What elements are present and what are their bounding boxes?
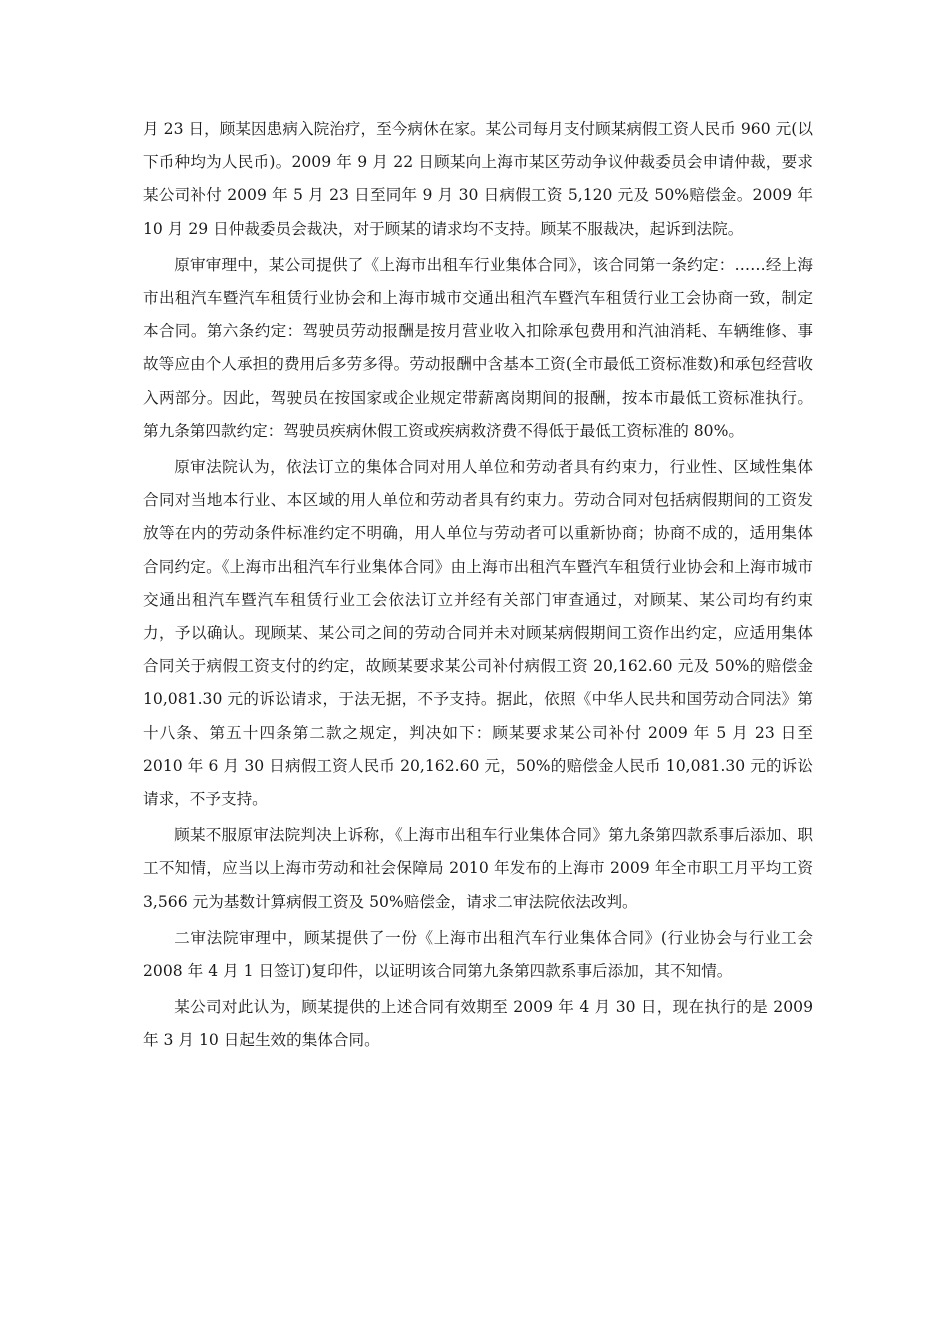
paragraph-2: 原审审理中，某公司提供了《上海市出租车行业集体合同》，该合同第一条约定：……经上海市出租汽车暨汽车租赁行业协会和上海市城市交通出租汽车暨汽车租赁行业工会协商一致，制定本合同。第六条约定：驾驶员劳动报酬是按月营业收入扣除承包费用和汽油消耗、车辆维修、事故等应由个人承担的费用后多劳多得。劳动报酬中含基本工资(全市最低工资标准数)和承包经营收入两部分。因此，驾驶员在按国家或企业规定带薪离岗期间的报酬，按本市最低工资标准执行。第九条第四款约定：驾驶员疾病休假工资或疾病救济费不得低于最低工资标准的 80%。 (143, 255, 813, 440)
paragraph-1: 月 23 日，顾某因患病入院治疗，至今病休在家。某公司每月支付顾某病假工资人民币 960 元(以下币种均为人民币)。2009 年 9 月 22 日顾某向上海市某区劳动争议仲裁委员会申请仲裁，要求某公司补付 2009 年 5 月 23 日至同年 9 月 30 日病假工资 5,120 元及 50%赔偿金。2009 年 10 月 29 日仲裁委员会裁决，对于顾某的请求均不支持。顾某不服裁决，起诉到法院。 (143, 120, 813, 238)
paragraph-3: 原审法院认为，依法订立的集体合同对用人单位和劳动者具有约束力，行业性、区域性集体合同对当地本行业、本区域的用人单位和劳动者具有约束力。劳动合同对包括病假期间的工资发放等在内的劳动条件标准约定不明确，用人单位与劳动者可以重新协商；协商不成的，适用集体合同约定。《上海市出租汽车行业集体合同》由上海市出租汽车暨汽车租赁行业协会和上海市城市交通出租汽车暨汽车租赁行业工会依法订立并经有关部门审查通过，对顾某、某公司均有约束力，予以确认。现顾某、某公司之间的劳动合同并未对顾某病假期间工资作出约定，应适用集体合同关于病假工资支付的约定，故顾某要求某公司补付病假工资 20,162.60 元及 50%的赔偿金 10,081.30 元的诉讼请求，于法无据，不予支持。据此，依照《中华人民共和国劳动合同法》第十八条、第五十四条第二款之规定，判决如下：顾某要求某公司补付 2009 年 5 月 23 日至 2010 年 6 月 30 日病假工资人民币 20,162.60 元，50%的赔偿金人民币 10,081.30 元的诉讼请求，不予支持。 (143, 458, 813, 809)
paragraph-4: 顾某不服原审法院判决上诉称，《上海市出租车行业集体合同》第九条第四款系事后添加、职工不知情，应当以上海市劳动和社会保障局 2010 年发布的上海市 2009 年全市职工月平均工资 3,566 元为基数计算病假工资及 50%赔偿金，请求二审法院依法改判。 (143, 826, 813, 911)
paragraph-5: 二审法院审理中，顾某提供了一份《上海市出租汽车行业集体合同》(行业协会与行业工会 2008 年 4 月 1 日签订)复印件，以证明该合同第九条第四款系事后添加，其不知情。 (143, 928, 813, 981)
paragraph-6: 某公司对此认为，顾某提供的上述合同有效期至 2009 年 4 月 30 日，现在执行的是 2009 年 3 月 10 日起生效的集体合同。 (143, 998, 813, 1050)
document-body (143, 113, 813, 1061)
